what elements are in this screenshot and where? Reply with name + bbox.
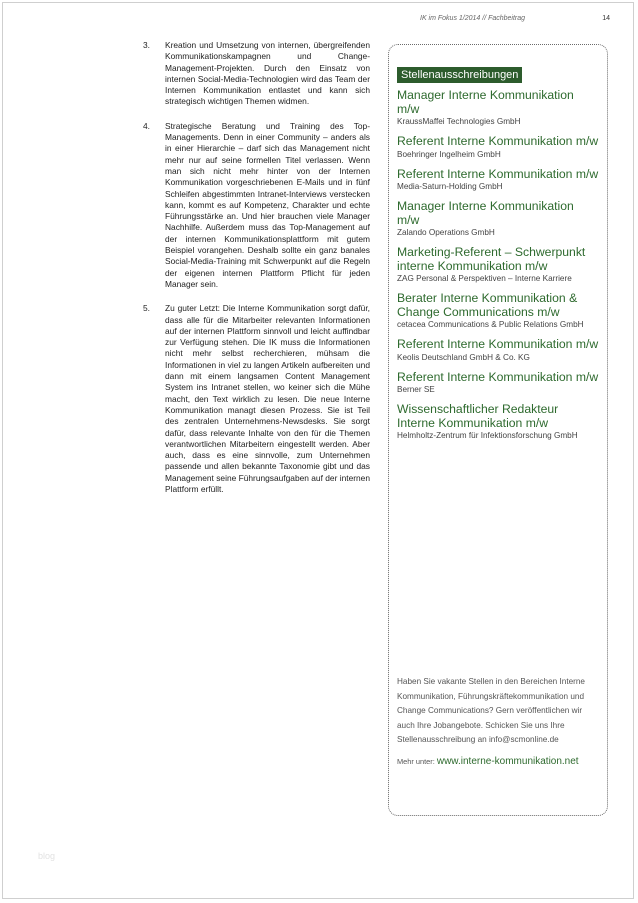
- list-item: [143, 303, 370, 495]
- item-text: Strategische Beratung und Training des Top-Managements. Denn in einer Community – anders als in einer Hierarchie – darf sich das Management nicht mehr nur auf seine formellen Titel verlassen. Wenn man sich nicht mehr hinter von der Internen Kommunikation vorgeschriebenen E-Mails und in fünf Schleifen abgestimmten Intranet-Interviews verstecken kann, kommt es auf Kompetenz, Charakter und echte Führungsstärke an. Und hier brauchen viele Manager Nachhilfe. Außerdem muss das Top-Management auf der internen Kommunikationsplattform mit gutem Beispiel vorangehen. Deshalb sollte ein ganz banales Social-Media-Training mit Schwerpunkt auf die Regeln der eigenen internen Plattform Pflicht für jeden Manager sein.: [165, 120, 370, 289]
- list-item: [143, 40, 370, 108]
- job-title[interactable]: Manager Interne Kommunikation m/w: [397, 88, 574, 116]
- job-company: Boehringer Ingelheim GmbH: [397, 149, 501, 159]
- job-title[interactable]: Referent Interne Kommunikation m/w: [397, 369, 599, 384]
- job-company: Berner SE: [397, 385, 435, 394]
- job-listings-box: [388, 44, 608, 816]
- job-title[interactable]: Manager Interne Kommunikation m/w: [397, 199, 574, 227]
- job-company: Zalando Operations GmbH: [397, 228, 495, 237]
- job-listing[interactable]: [397, 371, 599, 397]
- item-number: 5.: [143, 303, 150, 314]
- job-title[interactable]: Referent Interne Kommunikation m/w: [397, 166, 599, 181]
- job-company: Keolis Deutschland GmbH & Co. KG: [397, 352, 530, 362]
- job-company: Helmholtz-Zentrum für Infektionsforschung GmbH: [397, 431, 578, 440]
- job-company: ZAG Personal & Perspektiven – Interne Karriere: [397, 274, 572, 283]
- job-listing[interactable]: [397, 89, 599, 128]
- job-listing[interactable]: [397, 168, 599, 194]
- job-company: cetacea Communications & Public Relations GmbH: [397, 320, 584, 329]
- job-company: KraussMaffei Technologies GmbH: [397, 117, 521, 126]
- submission-note-text: Haben Sie vakante Stellen in den Bereichen Interne Kommunikation, Führungskräftekommunikation und Change Communications? Gern veröffentlichen wir auch Ihre Jobangebote. Schicken Sie uns Ihre Stellenausschreibung an info@scmonline.de: [397, 677, 585, 744]
- more-info: [397, 755, 599, 770]
- submission-note: [397, 675, 599, 769]
- job-company: Media-Saturn-Holding GmbH: [397, 182, 503, 191]
- job-title[interactable]: Berater Interne Kommunikation & Change Communications m/w: [397, 291, 578, 319]
- item-text: Kreation und Umsetzung von internen, übergreifenden Kommunikationskampagnen und Change-Management-Projekten. Durch den Einsatz von internen Social-Media-Technologien wird das Team der Internen Kommunikation entlastet und kann sich strategisch wichtigen Themen widmen.: [165, 40, 370, 107]
- job-title[interactable]: Referent Interne Kommunikation m/w: [397, 337, 599, 351]
- job-title[interactable]: Referent Interne Kommunikation m/w: [397, 134, 599, 148]
- running-header: [420, 15, 620, 22]
- job-listing[interactable]: [397, 338, 599, 364]
- job-listing[interactable]: [397, 246, 599, 285]
- list-item: [143, 121, 370, 290]
- job-title[interactable]: Marketing-Referent – Schwerpunkt interne Kommunikation m/w: [397, 245, 586, 273]
- article-column: [143, 40, 370, 508]
- more-link[interactable]: www.interne-kommunikation.net: [436, 755, 579, 767]
- job-title[interactable]: Wissenschaftlicher Redakteur Interne Kommunikation m/w: [397, 402, 559, 430]
- job-listing[interactable]: [397, 403, 599, 442]
- job-listing[interactable]: [397, 135, 599, 161]
- watermark-text: blog: [38, 851, 56, 861]
- job-listing[interactable]: [397, 200, 599, 239]
- job-listing[interactable]: [397, 292, 599, 331]
- job-listings-heading: Stellenausschreibungen: [397, 67, 522, 83]
- more-label: Mehr unter:: [397, 756, 435, 766]
- page-number: 14: [602, 15, 610, 22]
- running-title: IK im Fokus 1/2014 // Fachbeitrag: [420, 15, 526, 22]
- item-number: 4.: [143, 120, 150, 131]
- item-text: Zu guter Letzt: Die Interne Kommunikation sorgt dafür, dass alle für die Mitarbeiter relevanten Informationen auf der internen Plattform sinnvoll und leicht auffindbar zur Verfügung stehen. Die IK muss die Informationen nicht mehr selbst recherchieren, mühsam die Informationen in viel zu langen Artikeln aufbereiten und dann mit einem langsamen Content Management System ins Intranet stellen, wo keiner sich die Mühe macht, den Text wirklich zu lesen. Die neue Interne Kommunikation managt diesen Prozess. Sie ist Teil des zentralen Unternehmens-Newsdesks. Sie sorgt dafür, dass relevante Inhalte von den für die Themen verantwortlichen Mitarbeitern eingestellt werden. Aber auch, dass es eine sinnvolle, zum Unternehmen passende und allen bekannte Taxonomie gibt und das Management seine Führungsaufgaben auf der internen Plattform erfüllt.: [165, 303, 370, 494]
- item-number: 3.: [143, 40, 150, 50]
